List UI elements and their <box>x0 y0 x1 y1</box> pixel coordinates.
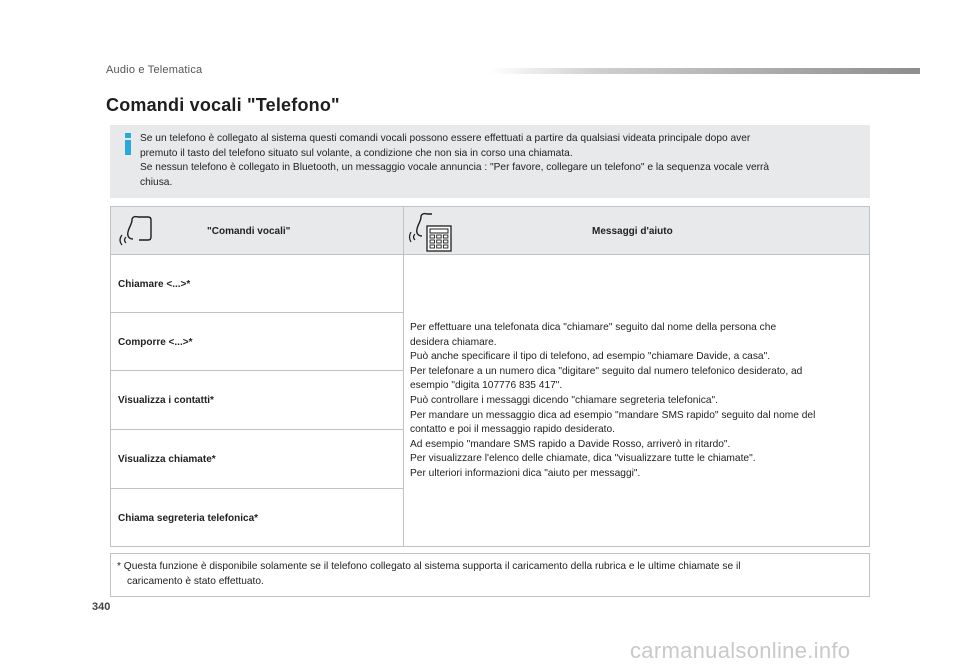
voice-help-keypad-icon <box>408 212 452 252</box>
footnote-line: * Questa funzione è disponibile solamente se il telefono collegato al sistema supporta il caricamento della rubrica e le ultime chiamate se il <box>117 561 741 572</box>
help-line: contatto e poi il messaggio rapido desiderato. <box>410 424 616 436</box>
voice-command-icon <box>117 215 153 247</box>
header-decorative-bar <box>490 68 920 74</box>
info-text <box>140 132 860 190</box>
header-label-help: Messaggi d'aiuto <box>592 226 673 237</box>
info-line: Se nessun telefono è collegato in Bluetooth, un messaggio vocale annuncia : "Per favore, collegare un telefono" e la sequenza vocale verrà <box>140 162 770 173</box>
voice-commands-table <box>110 206 870 547</box>
table-row <box>111 489 404 546</box>
header-cell-help <box>404 207 869 254</box>
help-line: esempio "digita 107776 835 417". <box>410 380 563 392</box>
footnote-box <box>110 553 870 597</box>
help-line: Per mandare un messaggio dica ad esempio "mandare SMS rapido" seguito dal nome del <box>410 409 816 421</box>
help-line: Può controllare i messaggi dicendo "chiamare segreteria telefonica". <box>410 394 718 406</box>
command-label: Visualizza i contatti* <box>118 395 214 406</box>
info-line: chiusa. <box>140 176 173 188</box>
info-icon <box>124 133 134 155</box>
footnote-line: caricamento è stato effettuato. <box>127 575 264 587</box>
help-line: Per telefonare a un numero dica "digitare" seguito dal numero telefonico desiderato, ad <box>410 365 803 377</box>
help-text <box>410 321 862 482</box>
table-row <box>111 255 404 313</box>
table-row <box>111 430 404 489</box>
watermark: carmanualsonline.info <box>630 638 851 663</box>
page-title: Comandi vocali "Telefono" <box>106 95 340 115</box>
command-label: Chiama segreteria telefonica* <box>118 513 259 524</box>
header-cell-commands <box>111 207 404 254</box>
help-line: Per effettuare una telefonata dica "chiamare" seguito dal nome della persona che <box>410 322 777 333</box>
help-line: Può anche specificare il tipo di telefono, ad esempio "chiamare Davide, a casa". <box>410 351 771 363</box>
table-header <box>111 207 869 255</box>
info-line: premuto il tasto del telefono situato sul volante, a condizione che non sia in corso una chiamata. <box>140 147 573 159</box>
section-label: Audio e Telematica <box>106 64 203 76</box>
command-label: Chiamare <...>* <box>118 279 191 290</box>
help-cell <box>404 255 869 546</box>
help-line: desidera chiamare. <box>410 336 497 348</box>
help-line: Ad esempio "mandare SMS rapido a Davide Rosso, arriverò in ritardo". <box>410 438 731 450</box>
command-label: Comporre <...>* <box>118 337 193 348</box>
info-line: Se un telefono è collegato al sistema questi comandi vocali possono essere effettuati a partire da qualsiasi videata principale dopo aver <box>140 133 751 144</box>
help-line: Per ulteriori informazioni dica "aiuto per messaggi". <box>410 467 641 479</box>
table-row <box>111 371 404 430</box>
footnote-text <box>117 560 857 589</box>
table-row <box>111 313 404 371</box>
help-line: Per visualizzare l'elenco delle chiamate, dica "visualizzare tutte le chiamate". <box>410 453 756 465</box>
info-box <box>110 125 870 198</box>
header-label-commands: "Comandi vocali" <box>207 226 291 237</box>
page-number: 340 <box>92 601 111 613</box>
command-label: Visualizza chiamate* <box>118 454 216 465</box>
